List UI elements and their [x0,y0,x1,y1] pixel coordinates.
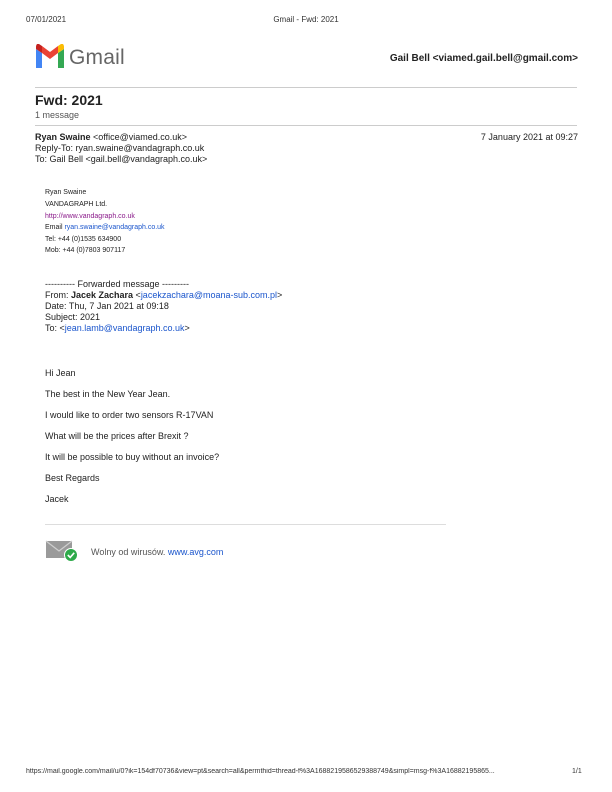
envelope-check-icon [45,539,79,563]
signature-mob: Mob: +44 (0)7803 907117 [45,247,126,254]
print-url: https://mail.google.com/mail/u/0?ik=154df70736&view=pt&search=all&permthid=thread-f%3A1688219586529388749&simpl=msg-f%3A16882195865... [26,768,495,775]
sender-email: <office@viamed.co.uk> [93,132,188,142]
reply-to: Reply-To: ryan.swaine@vandagraph.co.uk [35,143,205,153]
body-line: The best in the New Year Jean. [45,389,171,399]
signature-email-link[interactable]: ryan.swaine@vandagraph.co.uk [64,224,165,231]
message-date: 7 January 2021 at 09:27 [480,132,578,142]
body-line: I would like to order two sensors R-17VAN [45,410,214,420]
gmail-logo-icon [34,44,66,68]
account-label: Gail Bell <viamed.gail.bell@gmail.com> [389,53,578,64]
bracket: > [184,323,190,333]
forwarded-to [45,323,190,335]
divider [35,125,577,126]
signature-tel: Tel: +44 (0)1535 634900 [45,236,122,243]
forwarded-from [45,290,282,302]
thread-subject: Fwd: 2021 [35,92,103,108]
to-line: To: Gail Bell <gail.bell@vandagraph.co.uk> [35,154,208,164]
sender-name: Ryan Swaine [35,132,91,142]
avg-notice-text: Wolny od wirusów. [91,547,168,557]
signature-email [45,224,165,231]
forwarded-date: Date: Thu, 7 Jan 2021 at 09:18 [45,301,169,311]
body-line: What will be the prices after Brexit ? [45,431,189,441]
bracket: < [133,290,141,300]
signature-company: VANDAGRAPH Ltd. [45,201,108,208]
gmail-logo-text: Gmail [69,46,125,69]
body-closing: Best Regards [45,473,100,483]
forwarded-to-label: To: < [45,323,65,333]
forwarded-from-label: From: [45,290,71,300]
message-count: 1 message [35,110,80,120]
forwarded-from-name: Jacek Zachara [71,290,134,300]
body-sender: Jacek [45,494,69,504]
print-title: Gmail - Fwd: 2021 [273,15,339,24]
print-page-number: 1/1 [572,768,582,775]
signature-website-link[interactable]: http://www.vandagraph.co.uk [45,213,135,220]
forwarded-subject: Subject: 2021 [45,312,101,322]
body-line: It will be possible to buy without an invoice? [45,452,220,462]
avg-link[interactable]: www.avg.com [167,547,224,557]
signature-email-label: Email [45,224,65,231]
divider [35,87,577,88]
avg-divider [45,524,446,525]
forwarded-divider: ---------- Forwarded message --------- [45,279,189,289]
signature-name: Ryan Swaine [45,189,87,196]
message-from [35,132,187,142]
body-greeting: Hi Jean [45,368,76,378]
forwarded-to-email-link[interactable]: jean.lamb@vandagraph.co.uk [64,323,185,333]
forwarded-from-email-link[interactable]: jacekzachara@moana-sub.com.pl [140,290,278,300]
avg-notice [91,547,223,557]
print-date: 07/01/2021 [26,15,67,24]
bracket: > [277,290,283,300]
